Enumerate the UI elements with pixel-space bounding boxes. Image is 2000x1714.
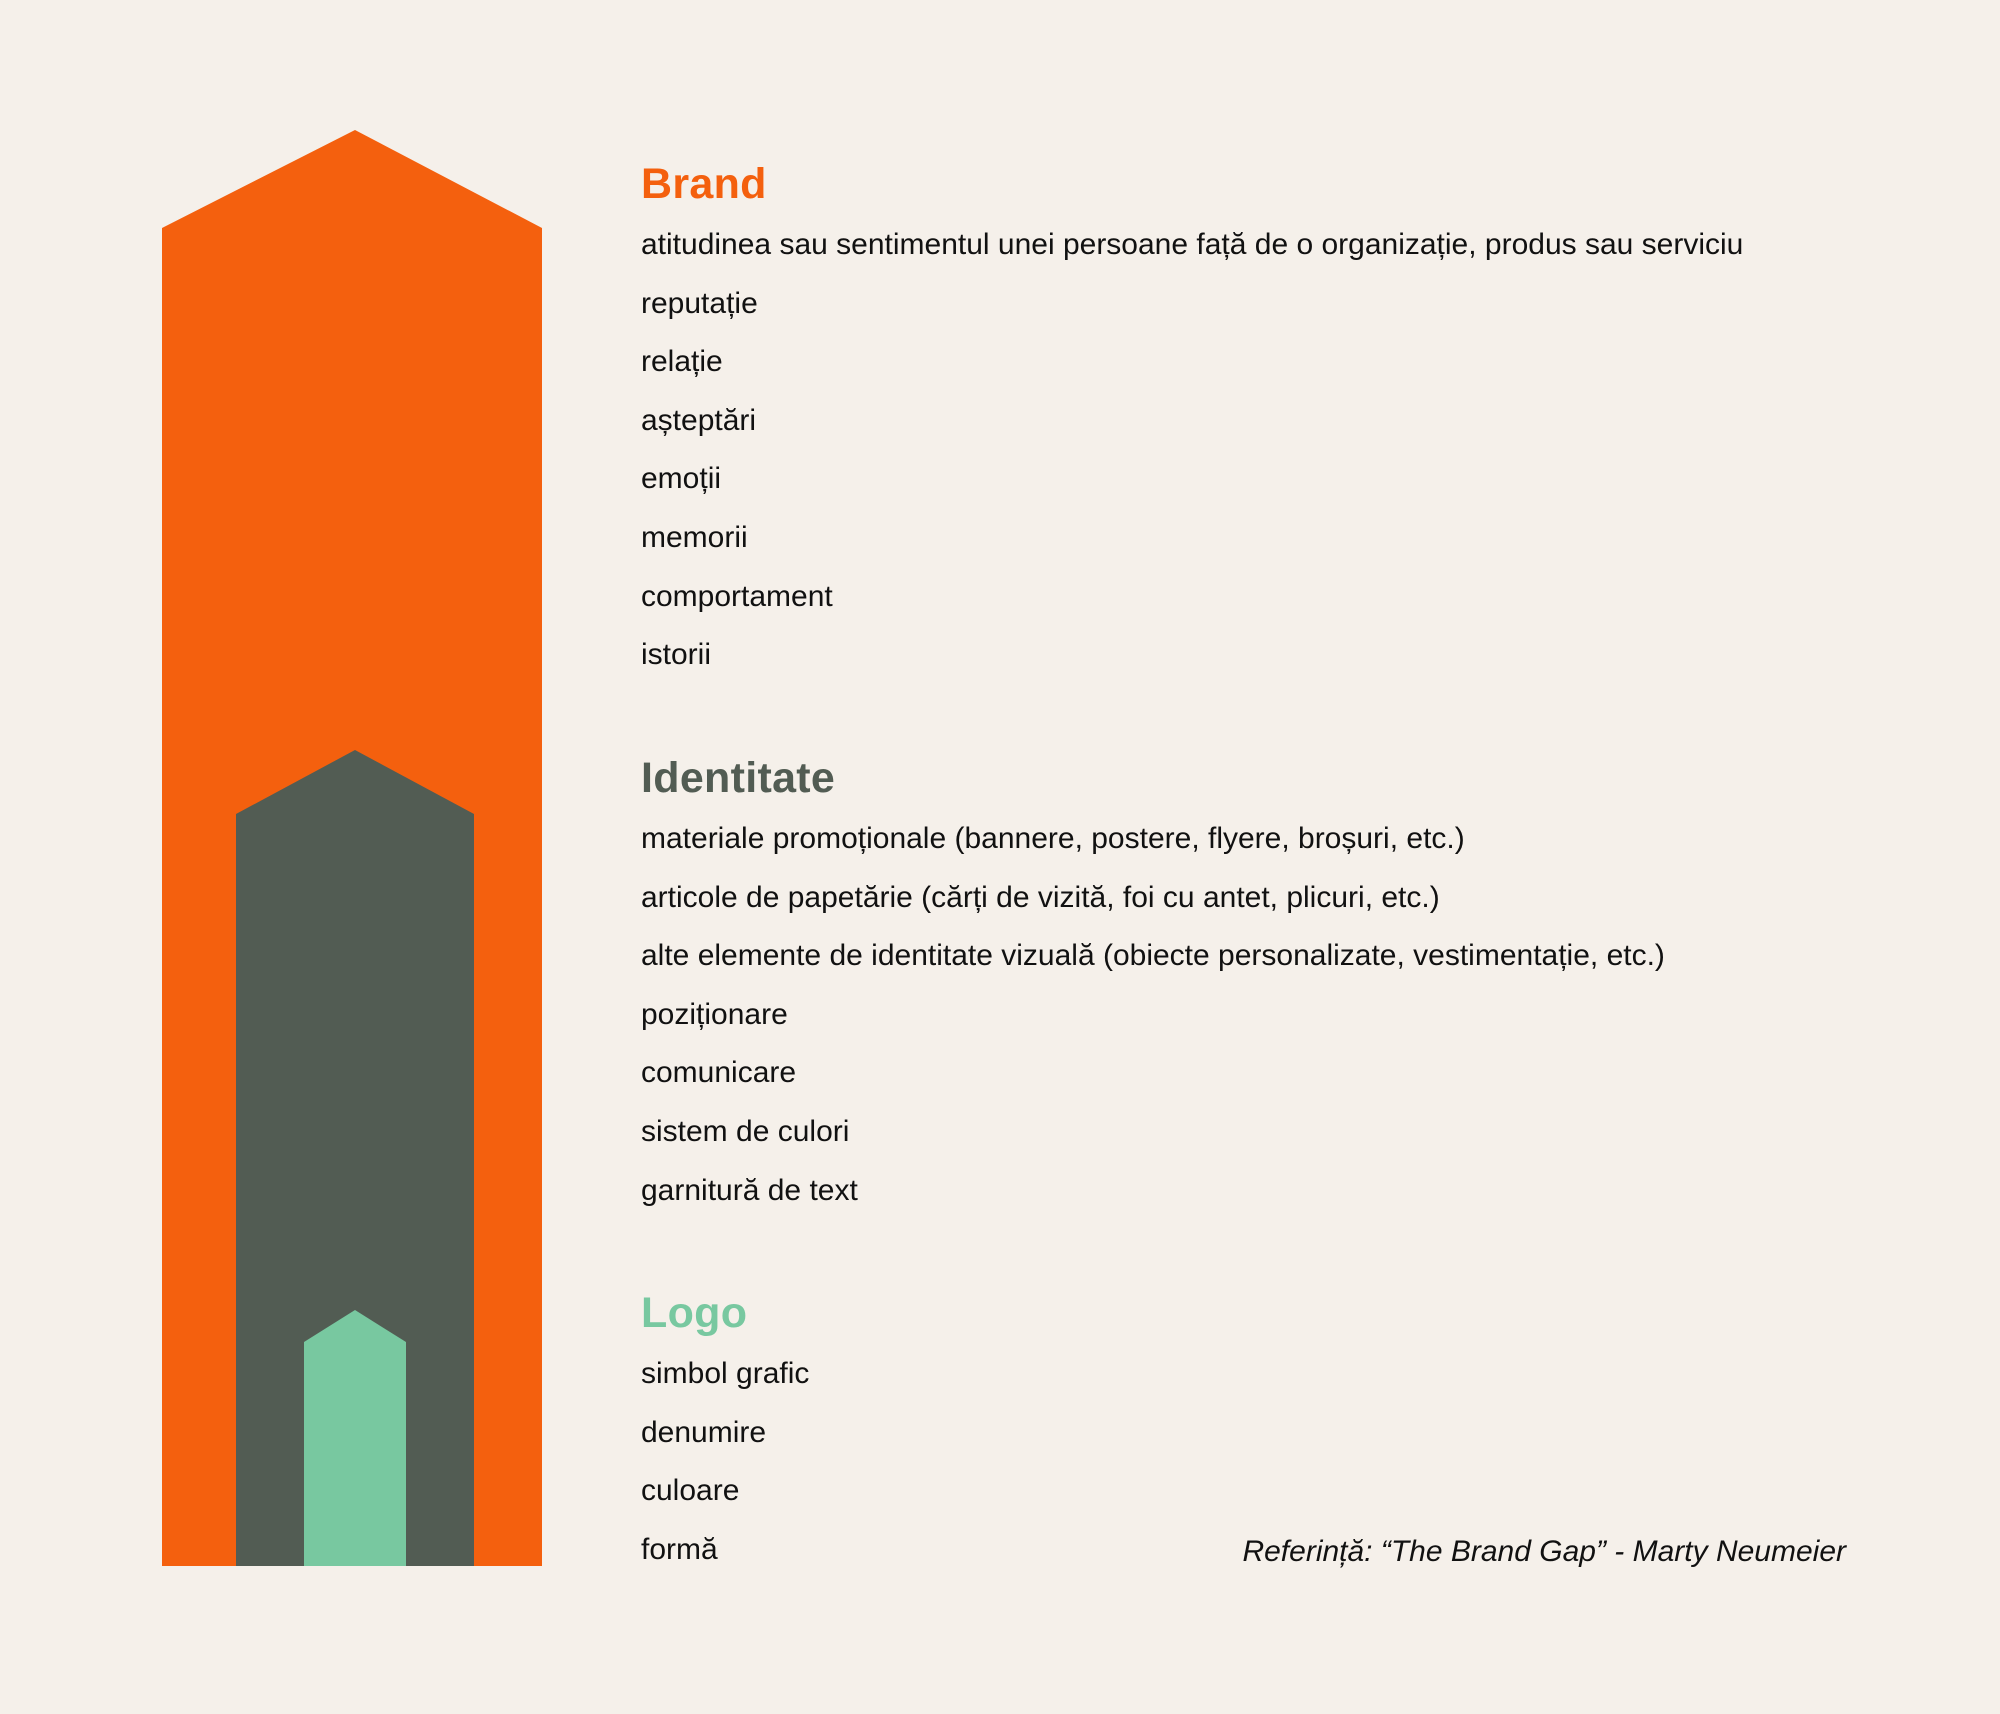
brand-list <box>641 216 1743 685</box>
list-item: articole de papetărie (cărți de vizită, foi cu antet, plicuri, etc.) <box>641 880 1440 914</box>
list-item: atitudinea sau sentimentul unei persoane față de o organizație, produs sau serviciu <box>641 228 1744 261</box>
reference-note: Referință: “The Brand Gap” - Marty Neumeier <box>1242 1535 1846 1568</box>
list-item: așteptări <box>641 403 757 437</box>
identity-section <box>641 752 1665 1220</box>
list-item: simbol grafic <box>641 1357 810 1390</box>
list-item: comportament <box>641 579 833 613</box>
identity-list <box>641 810 1665 1220</box>
logo-arrow <box>304 1310 406 1566</box>
list-item: culoare <box>641 1474 740 1508</box>
list-item: garnitură de text <box>641 1173 858 1207</box>
brand-section <box>641 158 1743 685</box>
brand-title: Brand <box>641 160 767 208</box>
list-item: sistem de culori <box>641 1114 850 1148</box>
list-item: reputație <box>641 286 758 320</box>
logo-list <box>641 1345 809 1579</box>
list-item: istorii <box>641 638 712 672</box>
logo-title: Logo <box>641 1289 748 1337</box>
list-item: comunicare <box>641 1056 797 1090</box>
list-item: relație <box>641 345 723 379</box>
list-item: materiale promoționale (bannere, postere, flyere, broșuri, etc.) <box>641 822 1465 855</box>
list-item: emoții <box>641 462 722 496</box>
list-item: formă <box>641 1532 718 1566</box>
identity-title: Identitate <box>641 754 836 802</box>
list-item: alte elemente de identitate vizuală (obiecte personalizate, vestimentație, etc.) <box>641 939 1665 973</box>
list-item: poziționare <box>641 997 788 1031</box>
logo-section <box>641 1287 809 1579</box>
list-item: denumire <box>641 1415 767 1449</box>
list-item: memorii <box>641 520 748 554</box>
